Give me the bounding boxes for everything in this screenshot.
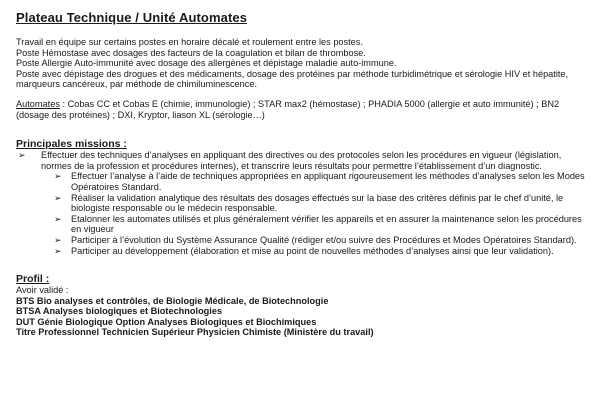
intro-line: Poste Hémostase avec dosages des facteurs de la coagulation et bilan de thrombose. [16,47,366,58]
profil-item: BTSA Analyses biologiques et Biotechnologies [16,306,223,317]
mission-sub-item: ➢ Participer à l’évolution du Système Assurance Qualité (rédiger et/ou suivre des Procédures et Modes Opératoires Standard). [54,234,577,245]
profil-item: DUT Génie Biologique Option Analyses Biologiques et Biochimiques [16,316,317,327]
profil-item: Titre Professionnel Technicien Supérieur Physicien Chimiste (Ministère du travail) [16,327,374,338]
intro-line: marqueurs cancéreux, par méthode de chimiluminescence. [16,79,258,90]
job-description-document [16,10,594,338]
automates-text: : Cobas CC et Cobas E (chimie, immunologie) ; STAR max2 (hémostase) ; PHADIA 5000 (allergie et auto immunité) ; BN2 [59,98,560,109]
intro-line: Poste Allergie Auto-immunité avec dosage des allergènes et dépistage maladie auto-immune. [16,58,397,69]
automates-label: Automates [16,98,60,109]
automates-block [16,99,594,120]
missions-list [16,150,594,256]
profil-intro: Avoir validé : [16,285,69,296]
profil-heading: Profil : [16,273,50,286]
arrow-bullet-icon: ➢ [54,245,62,256]
mission-sub-item: ➢ Participer au développement (élaboration et mise au point de nouvelles méthodes d’analyses ainsi que leur validation). [54,245,554,256]
profil-item: BTS Bio analyses et contrôles, de Biologie Médicale, de Biotechnologie [16,295,329,306]
arrow-bullet-icon: ➢ [54,171,62,182]
mission-sub-item: ➢ Etalonner les automates utilisés et plus généralement vérifier les appareils et en assurer la maintenance selon les procédures en vigueur [54,213,582,235]
mission-sub-item: ➢ Effectuer l’analyse à l’aide de techniques appropriées en appliquant rigoureusement les méthodes d’analyses selon les Modes Opératoires Standard. [54,171,585,192]
mission-main-item: ➢ Effectuer des techniques d’analyses en appliquant des directives ou des protocoles selon les procédures en vigueur (législation, normes de la profession et procédures internes), et transcrire leurs résultats pour permettre l’établissement d’un diagnostic. [18,150,562,171]
arrow-bullet-icon: ➢ [54,192,62,203]
document-title: Plateau Technique / Unité Automates [16,10,248,25]
arrow-bullet-icon: ➢ [18,150,26,161]
arrow-bullet-icon: ➢ [54,234,62,245]
missions-heading: Principales missions : [16,138,127,151]
profil-list [16,285,594,338]
intro-block [16,37,594,90]
intro-line: Poste avec dépistage des drogues et des médicaments, dosage des protéines par méthode turbidimétrique et sérologie HIV et hépatite, [16,68,569,79]
arrow-bullet-icon: ➢ [54,213,62,224]
automates-text-cont: (dosage des protéines) ; DXI, Kryptor, liason XL (sérologie…) [16,109,265,120]
mission-sub-item: ➢ Réaliser la validation analytique des résultats des dosages effectués sur la base des critères définis par le chef d’unité, le biologiste responsable ou le médecin responsable. [54,192,564,214]
intro-line: Travail en équipe sur certains postes en horaire décalé et roulement entre les postes. [16,37,363,47]
